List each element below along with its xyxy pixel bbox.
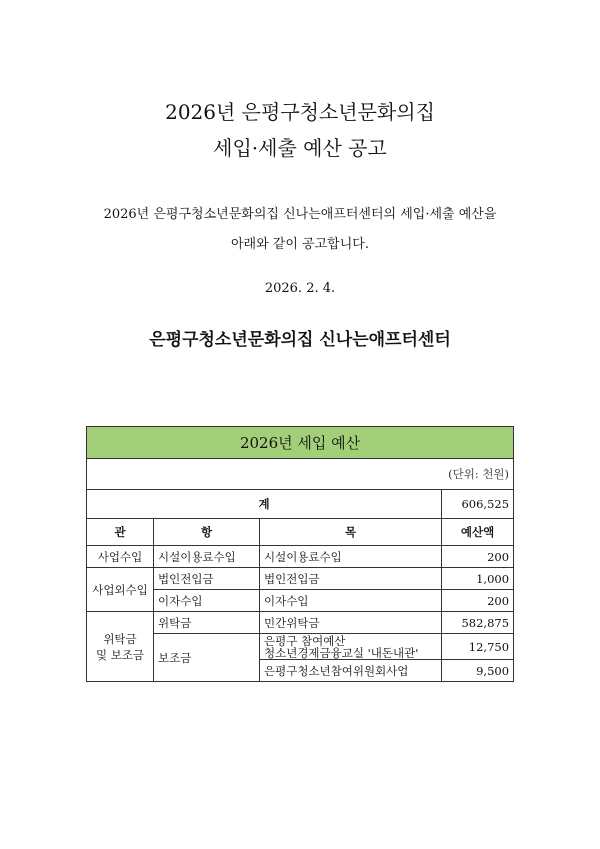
- body-line-2: 아래와 같이 공고합니다.: [231, 237, 369, 252]
- date: 2026. 2. 4.: [264, 281, 336, 296]
- hang-cell: 보조금: [154, 634, 260, 682]
- gwan-line-1: 위탁금: [103, 631, 137, 646]
- mok-cell: [260, 634, 442, 660]
- mok-line-1: 은평구 참여예산: [264, 633, 346, 648]
- mok-cell: 민간위탁금: [260, 612, 442, 634]
- header-mok: 목: [260, 519, 442, 546]
- hang-cell: 위탁금: [154, 612, 260, 634]
- mok-line-2: 청소년경제금융교실 '내돈내관': [264, 645, 419, 660]
- amount-cell: 582,875: [442, 612, 514, 634]
- table-row: [87, 612, 514, 634]
- body-line-1: 2026년 은평구청소년문화의집 신나는애프터센터의 세입·세출 예산을: [103, 207, 497, 222]
- gwan-cell: [87, 612, 154, 682]
- table-title: 2026년 세입 예산: [87, 427, 514, 459]
- hang-cell: 시설이용료수입: [154, 546, 260, 568]
- gwan-line-2: 및 보조금: [95, 647, 145, 662]
- table-row: [87, 568, 514, 590]
- hang-cell: 이자수입: [154, 590, 260, 612]
- gwan-cell: 사업외수입: [87, 568, 154, 612]
- header-row: [87, 519, 514, 546]
- amount-cell: 200: [442, 590, 514, 612]
- mok-cell: 은평구청소년참여위원회사업: [260, 660, 442, 682]
- total-value: 606,525: [442, 490, 514, 519]
- header-hang: 항: [154, 519, 260, 546]
- amount-cell: 200: [442, 546, 514, 568]
- gwan-cell: 사업수입: [87, 546, 154, 568]
- header-amount: 예산액: [442, 519, 514, 546]
- total-label: 계: [87, 490, 442, 519]
- title-line-1: 2026년 은평구청소년문화의집: [165, 100, 435, 124]
- amount-cell: 12,750: [442, 634, 514, 660]
- budget-table: [86, 426, 514, 682]
- table-row: [87, 546, 514, 568]
- header-gwan: 관: [87, 519, 154, 546]
- mok-cell: 이자수입: [260, 590, 442, 612]
- hang-cell: 법인전입금: [154, 568, 260, 590]
- amount-cell: 9,500: [442, 660, 514, 682]
- unit-label: (단위: 천원): [87, 459, 514, 490]
- title-line-2: 세입·세출 예산 공고: [213, 136, 387, 160]
- organization: 은평구청소년문화의집 신나는애프터센터: [149, 330, 451, 350]
- mok-cell: 시설이용료수입: [260, 546, 442, 568]
- mok-cell: 법인전입금: [260, 568, 442, 590]
- amount-cell: 1,000: [442, 568, 514, 590]
